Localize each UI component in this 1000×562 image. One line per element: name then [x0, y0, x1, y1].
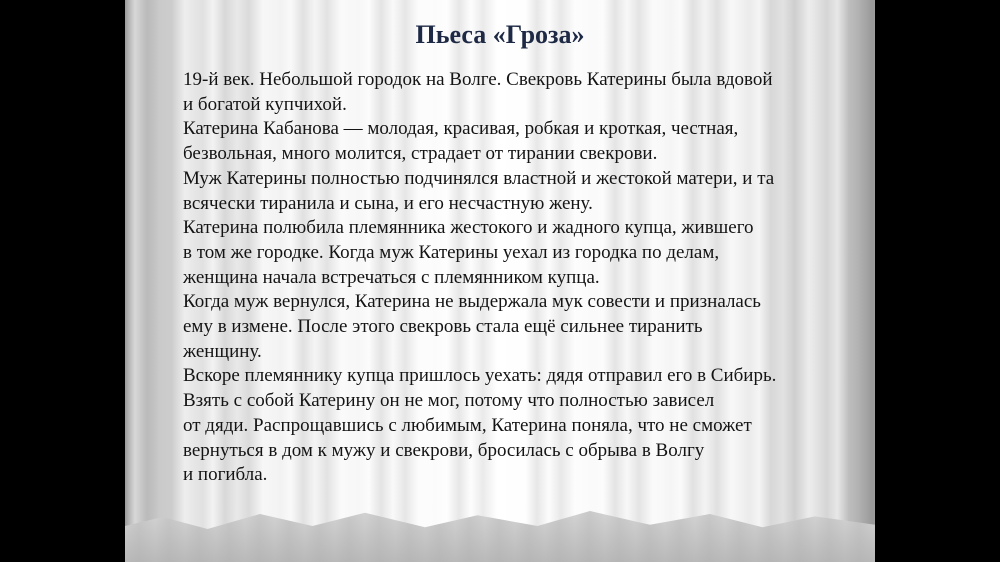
text-line: 19-й век. Небольшой городок на Волге. Свекровь Катерины была вдовой — [183, 69, 773, 90]
text-line: Катерина полюбила племянника жестокого и жадного купца, жившего — [183, 217, 754, 239]
text-line: и погибла. — [183, 464, 268, 486]
slide — [125, 0, 875, 562]
text-line: безвольная, много молится, страдает от тирании свекрови. — [183, 143, 658, 165]
text-line: Когда муж вернулся, Катерина не выдержала мук совести и призналась — [183, 291, 761, 313]
text-line: от дяди. Распрощавшись с любимым, Катерина поняла, что не сможет — [183, 414, 752, 436]
text-line: Взять с собой Катерину он не мог, потому что полностью зависел — [183, 390, 715, 412]
text-line: всячески тиранила и сына, и его несчастную жену. — [183, 192, 593, 214]
text-line: женщина начала встречаться с племянником купца. — [183, 266, 600, 288]
text-line: ему в измене. После этого свекровь стала ещё сильнее тиранить — [183, 316, 703, 338]
curtain-hem-decoration — [125, 502, 875, 562]
text-line: Вскоре племяннику купца пришлось уехать: дядя отправил его в Сибирь. — [183, 365, 777, 387]
text-line: Катерина Кабанова — молодая, красивая, робкая и кроткая, честная, — [183, 118, 739, 140]
text-line: Муж Катерины полностью подчинялся властной и жестокой матери, и та — [183, 167, 775, 189]
slide-title: Пьеса «Гроза» — [415, 20, 585, 49]
text-line: и богатой купчихой. — [183, 93, 347, 115]
slide-body-text — [183, 68, 853, 488]
text-line: женщину. — [183, 340, 262, 362]
text-line: вернуться в дом к мужу и свекрови, бросилась с обрыва в Волгу — [183, 439, 705, 461]
text-line: в том же городке. Когда муж Катерины уехал из городка по делам, — [183, 241, 720, 263]
